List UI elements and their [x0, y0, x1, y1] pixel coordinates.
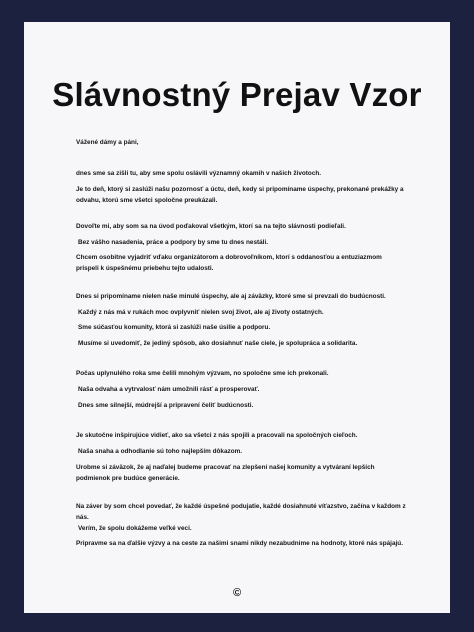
paragraph-17: Verím, že spolu dokážeme veľké veci. [78, 525, 192, 532]
paragraph-4: Bez vášho nasadenia, práce a podpory by sme tu dnes nestáli. [78, 239, 269, 246]
paragraph-8: Sme súčasťou komunity, ktorá si zaslúži naše úsilie a podporu. [78, 324, 271, 331]
paragraph-10: Počas uplynulého roka sme čelili mnohým výzvam, no spoločne sme ich prekonali. [76, 370, 329, 377]
paragraph-6: Dnes si pripomíname nielen naše minulé úspechy, ale aj záväzky, ktoré sme si prevzali do budúcnosti. [76, 293, 386, 300]
paragraph-1: dnes sme sa zišli tu, aby sme spolu oslávili významný okamih v našich životoch. [76, 170, 322, 177]
paragraph-11: Naša odvaha a vytrvalosť nám umožnili rásť a prosperovať. [78, 386, 260, 393]
copyright-symbol: © [232, 587, 242, 599]
paragraph-7: Každý z nás má v rukách moc ovplyvniť nielen svoj život, ale aj životy ostatných. [78, 309, 324, 316]
paragraph-15: Urobme si záväzok, že aj naďalej budeme pracovať na zlepšení našej komunity a vytváraní lepších podmienok pre budúce generácie. [76, 464, 375, 482]
paragraph-13: Je skutočne inšpirujúce vidieť, ako sa všetci z nás spojili a pracovali na spoločných cieľoch. [76, 432, 358, 439]
paragraph-18: Pripravme sa na ďalšie výzvy a na ceste za našimi snami nikdy nezabudnime na hodnoty, ktoré nás spájajú. [76, 540, 403, 547]
paragraph-5: Chcem osobitne vyjadriť vďaku organizátorom a dobrovoľníkom, ktorí s oddanosťou a entuziazmom prispeli k úspešnému priebehu tejto udalosti. [76, 254, 382, 272]
greeting: Vážené dámy a páni, [76, 139, 139, 146]
paragraph-12: Dnes sme silnejší, múdrejší a pripravení čeliť budúcnosti. [78, 402, 254, 409]
paragraph-14: Naša snaha a odhodlanie sú toho najlepším dôkazom. [78, 448, 243, 455]
paragraph-3: Dovoľte mi, aby som sa na úvod poďakoval všetkým, ktorí sa na tejto slávnosti podieľali. [76, 223, 346, 230]
document-title: Slávnostný Prejav Vzor [52, 76, 422, 113]
paragraph-16: Na záver by som chcel povedať, že každé úspešné podujatie, každé dosiahnuté víťazstvo, začína v každom z nás. [76, 503, 406, 521]
paragraph-9: Musíme si uvedomiť, že jediný spôsob, ako dosiahnuť naše ciele, je spolupráca a solidarita. [78, 340, 358, 347]
document-page [24, 22, 450, 613]
paragraph-2: Je to deň, ktorý si zaslúži našu pozornosť a úctu, deň, kedy si pripomíname úspechy, prekonané prekážky a odvahu, ktorú sme všetci spoločne preukázali. [76, 186, 404, 204]
